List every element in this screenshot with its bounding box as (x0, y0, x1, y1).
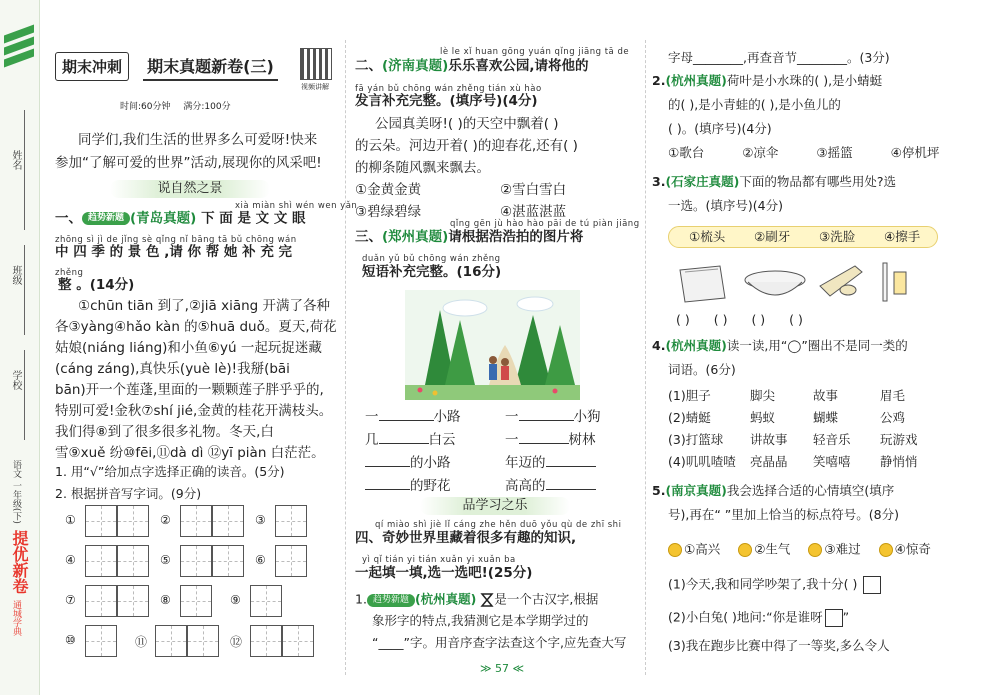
writing-grid[interactable] (85, 625, 117, 657)
binding-sidebar (0, 0, 40, 695)
q4-3-source: (石家庄真题) (665, 174, 740, 189)
answer-bracket[interactable]: ( ) (789, 312, 803, 327)
answer-bracket[interactable]: ( ) (751, 312, 766, 327)
class-line[interactable] (24, 245, 25, 335)
q4-4-text: 读一读,用“◯”圈出不是同一类的 (726, 338, 908, 353)
q2-heading (355, 60, 588, 74)
happy-face-icon (668, 543, 682, 557)
series-label: 通城学典 (11, 600, 21, 636)
q4-4-line-2: 词语。(6分) (668, 362, 736, 377)
passage-line: 特别可爱!金秋⑦shí jié,金黄的桂花开满枝头。 (55, 403, 333, 419)
sad-face-icon (808, 543, 822, 557)
writing-grid[interactable] (180, 505, 212, 537)
person (501, 358, 509, 366)
sentence-end: ” (842, 609, 850, 625)
q4-4-number: 4. (652, 338, 666, 353)
q3-line-1: 请根据浩浩拍的图片将 (448, 229, 584, 245)
q1-source: (青岛真题) (130, 210, 197, 227)
option: ④擦手 (884, 229, 921, 244)
option: ①梳头 (689, 229, 726, 244)
items-illustration (670, 258, 940, 308)
answer-blank[interactable] (519, 409, 574, 421)
q4-5-moods (668, 543, 931, 557)
q1-sub-1: 1. 用“√”给加点字选择正确的读音。(5分) (55, 464, 285, 479)
phrase-prefix: 几 (365, 432, 379, 448)
q4-2-source: (杭州真题) (665, 73, 727, 88)
writing-grid[interactable] (117, 505, 149, 537)
word[interactable]: 蝴蝶 (813, 410, 839, 425)
surprised-face-icon (879, 543, 893, 557)
answer-blank[interactable] (365, 478, 410, 490)
grid-label: ⑧ (160, 593, 171, 607)
phrase-row (365, 478, 451, 494)
q4-5-sentence (668, 609, 849, 627)
mood-option: ②生气 (754, 541, 791, 557)
q4-pinyin-1: qí miào shì jiè lǐ cáng zhe hěn duō yǒu qù de zhī shi (375, 520, 622, 530)
exam-chip: 期末冲刺 (55, 52, 129, 81)
column-divider (345, 40, 346, 675)
person (501, 366, 509, 380)
intro-line-2: 参加“了解可爱的世界”活动,展现你的风采吧! (55, 155, 322, 171)
q2-option: ①金黄金黄 (355, 182, 422, 198)
name-line[interactable] (24, 110, 25, 230)
stripe-decoration (4, 30, 34, 90)
q1-pinyin-2: zhōng sì jì de jǐng sè qǐng nǐ bāng tā bǔ chōng wán (55, 235, 297, 245)
grid-label: ⑦ (65, 593, 76, 607)
phrase-suffix: 小狗 (573, 409, 601, 425)
passage-line: (cáng záng),真快乐(yuè lè)!我掰(bāi (55, 361, 290, 377)
writing-grid[interactable] (275, 545, 307, 577)
exam-meta (120, 99, 231, 112)
word[interactable]: 脚尖 (750, 388, 776, 403)
phrase-suffix: 小路 (433, 409, 461, 425)
q4-2-options (668, 147, 939, 160)
q2-option: ②雪白雪白 (500, 182, 567, 198)
option: ①歌台 (668, 145, 705, 160)
q4-3-line-1 (652, 176, 896, 189)
mood-option: ④惊奇 (894, 541, 931, 557)
q2-option: ③碧绿碧绿 (355, 204, 422, 220)
ancient-character-icon (480, 593, 494, 607)
toothbrush-icon (883, 263, 906, 301)
q4-2-line-1 (652, 75, 882, 88)
phrase-suffix: 树林 (568, 432, 596, 448)
passage-line: ①chūn tiān 到了,②jiā xiāng 开满了各种 (78, 298, 331, 314)
phrase-prefix: 一 (505, 432, 519, 448)
writing-grid[interactable] (187, 625, 219, 657)
phrase-row (365, 409, 461, 425)
q1-line-3: 整 。(14分) (58, 277, 135, 293)
answer-blank[interactable] (546, 478, 596, 490)
answer-bracket[interactable]: ( ) (713, 312, 728, 327)
sentence-text: (1)今天,我和同学吵架了,我十分( ) (668, 576, 858, 592)
flower (418, 388, 423, 393)
phrase-prefix: 一 (505, 409, 519, 425)
q3-pinyin-2: duǎn yǔ bǔ chōng wán zhěng (362, 254, 501, 264)
word[interactable]: 玩游戏 (880, 432, 918, 447)
writing-grids (65, 505, 335, 665)
phrase-suffix: 的小路 (410, 455, 451, 471)
qr-caption: 视频讲解 (301, 83, 329, 91)
time-label: 时间:60分钟 (120, 102, 171, 112)
name-label: 姓名 (10, 150, 21, 170)
writing-grid[interactable] (212, 545, 244, 577)
q1-pinyin-1: xià miàn shì wén wen yǎn (235, 201, 358, 211)
phrase-row (365, 455, 451, 471)
word[interactable]: (4)叽叽喳喳 (668, 454, 736, 469)
mood-option: ①高兴 (684, 541, 721, 557)
passage-line: 我们得⑧到了很多很多礼物。冬天,白 (55, 424, 274, 440)
writing-grid[interactable] (85, 585, 117, 617)
passage-line: bān)开一个莲蓬,里面的一颗颗莲子胖乎乎的, (55, 382, 324, 398)
q4-number: 四、 (355, 530, 382, 546)
phrase-prefix: 年迈的 (505, 455, 546, 471)
writing-grid[interactable] (282, 625, 314, 657)
q4-3-number: 3. (652, 174, 666, 189)
punctuation-box[interactable] (863, 576, 881, 594)
mood-option: ③难过 (824, 541, 861, 557)
q4-3-brackets (676, 312, 803, 327)
school-line[interactable] (24, 350, 25, 440)
writing-grid[interactable] (180, 545, 212, 577)
section-title-nature: 说自然之景 (110, 180, 270, 198)
word[interactable]: 眉毛 (880, 388, 906, 403)
writing-grid[interactable] (275, 505, 307, 537)
q4-sub1-line-4: 字母________,再查音节________。(3分) (668, 50, 890, 65)
angry-face-icon (738, 543, 752, 557)
q4-5-number: 5. (652, 483, 666, 498)
page-number: ≫ 57 ≪ (480, 662, 525, 675)
q3-heading (355, 231, 583, 245)
passage-line: 雪⑨xuě 纷⑩fēi,⑪dà dì ⑫yī piàn 白茫茫。 (55, 445, 325, 461)
answer-blank[interactable] (379, 409, 434, 421)
q3-number: 三、 (355, 229, 382, 245)
grid-label: ② (160, 513, 171, 527)
q3-line-2: 短语补充完整。(16分) (362, 264, 502, 280)
person (489, 364, 497, 380)
cloud (443, 300, 487, 316)
q4-4-source: (杭州真题) (665, 338, 727, 353)
phrase-prefix: 一 (365, 409, 379, 425)
q4-sub1-line-2: 象形字的特点,我猜测它是本学期学过的 (372, 613, 589, 628)
q2-pinyin-2: fā yán bǔ chōng wán zhěng tián xù hào (355, 84, 542, 94)
writing-grid[interactable] (85, 545, 117, 577)
q3-pinyin-1: qǐng gēn jù hào hào pāi de tú piàn jiāng (450, 219, 640, 229)
q1-heading (55, 212, 306, 226)
q2-number: 二、 (355, 58, 382, 74)
word[interactable]: 讲故事 (750, 432, 788, 447)
writing-grid[interactable] (117, 585, 149, 617)
grid-label: ③ (255, 513, 266, 527)
person (489, 356, 497, 364)
phrase-row (505, 409, 601, 425)
page-number-value: 57 (495, 662, 510, 675)
q4-5-line-2: 号),再在“ ”里加上恰当的标点符号。(8分) (668, 507, 899, 522)
q4-4-line-1 (652, 340, 908, 353)
q4-sub1-line-1 (355, 593, 598, 607)
q2-pinyin-1: lè le xǐ huan gōng yuán qǐng jiāng tā de (440, 47, 630, 57)
q4-sub1-number: 1. (355, 591, 367, 607)
q4-5-text: 我会选择合适的心情填空(填序 (726, 483, 895, 498)
q4-2-number: 2. (652, 73, 666, 88)
phrase-suffix: 白云 (428, 432, 456, 448)
q4-5-sentence: (3)我在跑步比赛中得了一等奖,多么令人 (668, 638, 890, 653)
q2-line-1: 乐乐喜欢公园,请将他的 (448, 58, 589, 74)
qr-code-icon[interactable] (300, 48, 332, 80)
q1-pinyin-3: zhěng (55, 268, 84, 278)
writing-grid[interactable] (155, 625, 187, 657)
phrase-row (505, 478, 596, 494)
q4-2-text: 荷叶是小水珠的( ),是小蜻蜓 (726, 73, 883, 88)
q4-sub1-text: 是一个古汉字,根据 (494, 591, 599, 607)
flower (433, 391, 438, 396)
q4-2-line-2: 的( ),是小青蛙的( ),是小鱼儿的 (668, 97, 841, 112)
q2-option: ④湛蓝湛蓝 (500, 204, 567, 220)
intro-line-1: 同学们,我们生活的世界多么可爱呀!快来 (78, 132, 318, 148)
answer-blank[interactable] (519, 432, 569, 444)
q4-sub1-line-3: “____”字。用音序查字法查这个字,应先查大写 (372, 635, 627, 650)
q4-5-sentence (668, 576, 881, 594)
q4-5-source: (南京真题) (665, 483, 727, 498)
option: ③洗脸 (819, 229, 856, 244)
option: ③摇篮 (816, 145, 853, 160)
phrase-row (505, 455, 596, 471)
towel-icon (680, 266, 725, 302)
score-label: 满分:100分 (183, 102, 231, 112)
option: ②刷牙 (754, 229, 791, 244)
class-label: 班级 (10, 265, 21, 285)
q2-text-3: 的柳条随风飘来飘去。 (355, 160, 490, 176)
grid-label: ① (65, 513, 76, 527)
writing-grid[interactable] (212, 505, 244, 537)
q4-sub1-source: (杭州真题) (414, 591, 477, 607)
grid-label: ⑩ (65, 633, 76, 647)
grade-label: 语文 一年级(下) (11, 460, 21, 524)
comb-icon (820, 266, 862, 296)
section-title-study: 品学习之乐 (420, 497, 570, 515)
phrase-prefix: 高高的 (505, 478, 546, 494)
header (55, 52, 278, 81)
option: ②凉伞 (742, 145, 779, 160)
word[interactable]: 静悄悄 (880, 454, 918, 469)
answer-blank[interactable] (546, 455, 596, 467)
column-divider (645, 40, 646, 675)
park-illustration (405, 290, 580, 400)
q4-heading (355, 532, 576, 546)
flower (553, 389, 558, 394)
q4-sub1-tag: 趋势新题 (367, 594, 415, 607)
phrase-row (365, 432, 456, 448)
grid-label: ⑫ (230, 635, 243, 649)
q1-trend-tag: 趋势新题 (82, 212, 130, 225)
grid-label: ⑥ (255, 553, 266, 567)
word[interactable]: (1)胆子 (668, 388, 711, 403)
word[interactable]: 公鸡 (880, 410, 906, 425)
q4-line-2: 一起填一填,选一选吧!(25分) (355, 565, 533, 581)
q2-text-1: 公园真美呀!( )的天空中飘着( ) (375, 116, 559, 132)
grid-label: ④ (65, 553, 76, 567)
q2-line-2: 发言补充完整。(填序号)(4分) (355, 93, 538, 109)
punctuation-box[interactable] (825, 609, 843, 627)
cloud (517, 297, 553, 311)
q3-source: (郑州真题) (382, 229, 449, 245)
basin-icon (745, 271, 805, 295)
q4-3-text: 下面的物品都有哪些用处?选 (739, 174, 897, 189)
q2-source: (济南真题) (382, 58, 449, 74)
answer-bracket[interactable]: ( ) (676, 312, 690, 327)
passage-line: 姑娘(niáng liáng)和小鱼⑥yú 一起玩捉迷藏 (55, 340, 322, 356)
page-title: 期末真题新卷(三) (143, 52, 278, 81)
q4-pinyin-2: yì qǐ tián yi tián xuǎn yi xuǎn ba (362, 555, 516, 565)
phrase-row (505, 432, 596, 448)
q4-line-1: 奇妙世界里藏着很多有趣的知识, (382, 530, 577, 546)
grid-label: ⑪ (135, 635, 148, 649)
option: ④停机坪 (890, 145, 940, 160)
sentence-text: (2)小白兔( )地问:“你是谁呀 (668, 609, 823, 625)
phrase-suffix: 的野花 (410, 478, 451, 494)
word[interactable]: (2)蜻蜓 (668, 410, 711, 425)
word[interactable]: 笑嘻嘻 (813, 454, 851, 469)
q4-3-options-bar (668, 226, 938, 248)
brand-logo: 提优新卷 (10, 530, 29, 594)
writing-grid[interactable] (250, 625, 282, 657)
grid-label: ⑤ (160, 553, 171, 567)
answer-blank[interactable] (365, 455, 410, 467)
word[interactable]: 轻音乐 (813, 432, 851, 447)
passage-line: 各③yàng④hǎo kàn 的⑤huā duǒ。夏天,荷花 (55, 319, 337, 335)
q4-2-line-3: ( )。(填序号)(4分) (668, 121, 772, 136)
word[interactable]: 亮晶晶 (750, 454, 788, 469)
q1-line-2: 中 四 季 的 景 色 ,请 你 帮 她 补 充 完 (55, 244, 293, 260)
word[interactable]: 故事 (813, 388, 839, 403)
q4-3-line-2: 一选。(填序号)(4分) (668, 198, 783, 213)
q1-number: 一、 (55, 210, 82, 227)
answer-blank[interactable] (379, 432, 429, 444)
writing-grid[interactable] (180, 585, 212, 617)
school-label: 学校 (10, 370, 21, 390)
q1-sub-2: 2. 根据拼音写字词。(9分) (55, 486, 202, 501)
grid-label: ⑨ (230, 593, 241, 607)
writing-grid[interactable] (117, 545, 149, 577)
q2-text-2: 的云朵。河边开着( )的迎春花,还有( ) (355, 138, 578, 154)
writing-grid[interactable] (85, 505, 117, 537)
q4-5-line-1 (652, 485, 894, 498)
word[interactable]: 蚂蚁 (750, 410, 776, 425)
writing-grid[interactable] (250, 585, 282, 617)
word[interactable]: (3)打篮球 (668, 432, 724, 447)
q1-line-1: 下 面 是 文 文 眼 (201, 210, 306, 227)
